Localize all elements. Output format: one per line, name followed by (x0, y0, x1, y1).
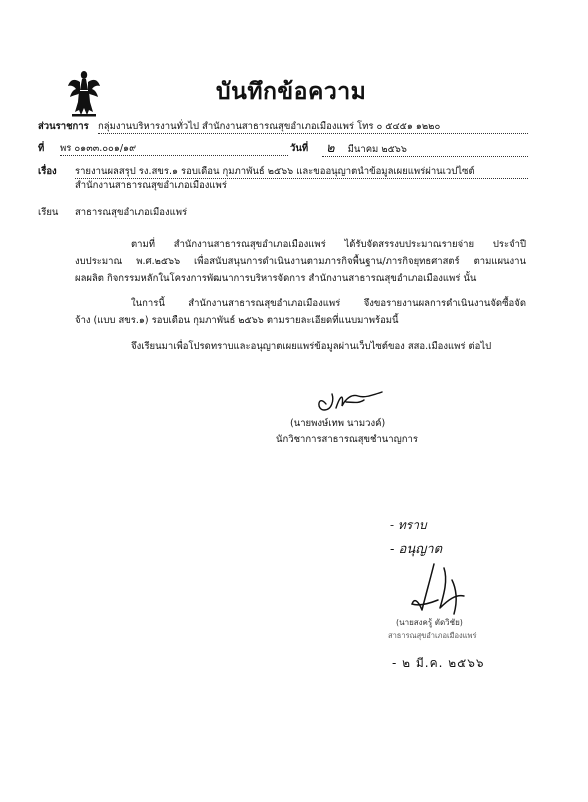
signer-position: นักวิชาการสาธารณสุขชำนาญการ (276, 434, 418, 445)
approver-signature-image (404, 560, 484, 618)
paragraph-2-line-1: ในการนี้ สำนักงานสาธารณสุขอำเภอเมืองแพร่ จึงขอรายงานผลการดำเนินงานจัดซื้อจัด (131, 298, 526, 309)
ref-label: ที่ (38, 143, 45, 154)
to-value: สาธารณสุขอำเภอเมืองแพร่ (75, 207, 188, 218)
paragraph-1-line-2: งบประมาณ พ.ศ.๒๕๖๖ เพื่อสนับสนุนการดำเนินงานตามภารกิจพื้นฐาน/ภารกิจยุทธศาสตร์ ตามแผนงาน (75, 256, 526, 267)
paragraph-1-line-1: ตามที่ สำนักงานสาธารณสุขอำเภอเมืองแพร่ ได้รับจัดสรรงบประมาณรายจ่าย ประจำปี (131, 239, 526, 250)
date-value (322, 143, 528, 157)
handwritten-date: - ๒ มี.ค. ๒๕๖๖ (392, 656, 485, 670)
paragraph-2-line-2: จ้าง (แบบ สขร.๑) รอบเดือน กุมภาพันธ์ ๒๕๖๖ ตามรายละเอียดที่แนบมาพร้อมนี้ (75, 315, 399, 326)
handwritten-note-approve: - อนุญาต (390, 542, 443, 557)
date-month-year: มีนาคม ๒๕๖๖ (347, 144, 407, 155)
subject-label: เรื่อง (38, 166, 57, 177)
approver-stamp-name: (นายสงครู้ ตัดวิชัย) (396, 618, 463, 627)
subject-line-1: รายงานผลสรุป รง.สขร.๑ รอบเดือน กุมภาพันธ์ ๒๕๖๖ และขออนุญาตนำข้อมูลเผยแพร่ผ่านเวปไซต์ (75, 166, 528, 179)
subject-line-2: สำนักงานสาธารณสุขอำเภอเมืองแพร่ (75, 180, 227, 191)
garuda-emblem (66, 68, 102, 118)
agency-label: ส่วนราชการ (38, 121, 89, 132)
agency-value: กลุ่มงานบริหารงานทั่วไป สำนักงานสาธารณสุขอำเภอเมืองแพร่ โทร ๐ ๕๔๕๑ ๑๒๒๐ (98, 121, 528, 134)
paragraph-3: จึงเรียนมาเพื่อโปรดทราบและอนุญาตเผยแพร่ข้อมูลผ่านเว็บไซต์ของ สสอ.เมืองแพร่ ต่อไป (131, 341, 492, 352)
memo-title: บันทึกข้อความ (216, 79, 367, 105)
handwritten-note-acknowledge: - ทราบ (390, 518, 427, 532)
date-day: ๒ (326, 141, 335, 156)
approver-stamp-position: สาธารณสุขอำเภอเมืองแพร่ (388, 631, 477, 640)
paragraph-1-line-3: ผลผลิต กิจกรรมหลักในโครงการพัฒนาการบริหารจัดการ สำนักงานสาธารณสุขอำเภอเมืองแพร่ นั้น (75, 273, 477, 284)
signer-name: (นายพงษ์เทพ นามวงค์) (290, 418, 386, 429)
date-label: วันที่ (290, 143, 309, 154)
signature-image (312, 384, 396, 418)
to-label: เรียน (38, 207, 59, 218)
ref-number: พร ๐๑๓๓.๐๐๑/๑๙ (60, 143, 288, 156)
